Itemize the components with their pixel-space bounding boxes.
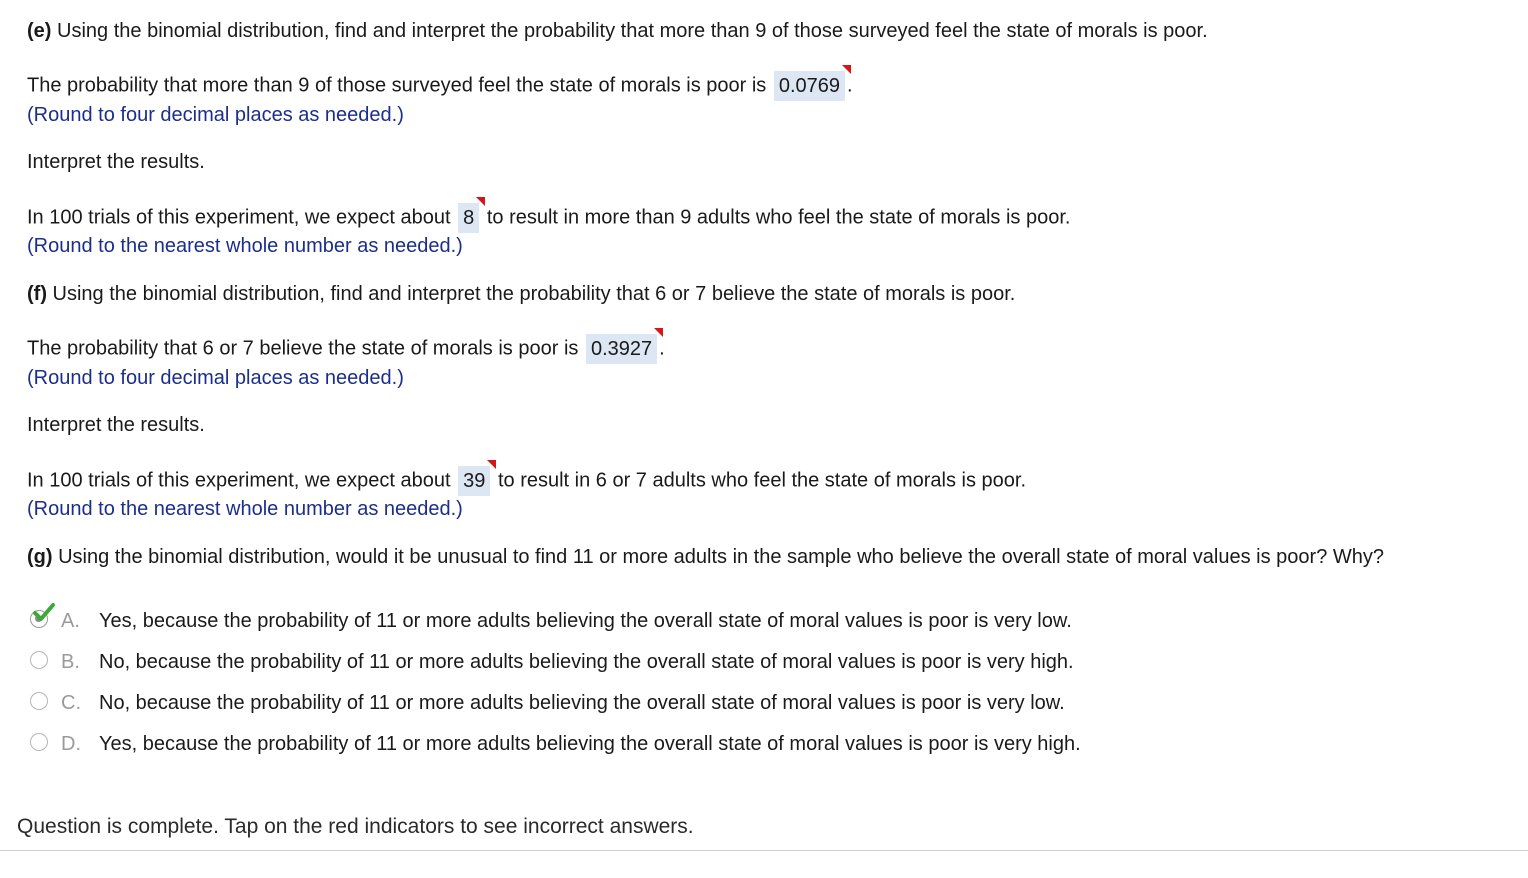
part-e-trials-answer-box[interactable]: [458, 203, 479, 233]
incorrect-indicator-icon[interactable]: [842, 65, 851, 74]
part-f-probability-line: [27, 334, 665, 364]
part-g-question-text: Using the binomial distribution, would it be unusual to find 11 or more adults in the sample who believe the overall state of moral values is poor? Why?: [58, 546, 1385, 568]
radio-button[interactable]: [30, 651, 48, 669]
part-e-trials-line: [27, 203, 1070, 233]
part-f-question-text: Using the binomial distribution, find and interpret the probability that 6 or 7 believe the state of morals is poor.: [52, 283, 1016, 305]
part-g-label: (g): [27, 546, 53, 568]
part-f-question: [27, 282, 1015, 306]
part-e-prob-suffix: .: [847, 74, 853, 97]
part-e-question: [27, 19, 1208, 43]
part-e-label: (e): [27, 20, 52, 42]
part-e-prob-answer-box[interactable]: [774, 71, 845, 101]
part-f-label: (f): [27, 283, 47, 305]
choice-text: No, because the probability of 11 or more adults believing the overall state of moral values is poor is very low.: [99, 692, 1065, 714]
incorrect-indicator-icon[interactable]: [476, 197, 485, 206]
part-e-prob-answer: 0.0769: [778, 75, 841, 97]
part-f-prob-answer-box[interactable]: [586, 334, 657, 364]
choice-text: Yes, because the probability of 11 or more adults believing the overall state of moral values is poor is very high.: [99, 733, 1081, 755]
choice-letter: D.: [61, 733, 81, 755]
part-e-question-text: Using the binomial distribution, find and interpret the probability that more than 9 of those surveyed feel the state of morals is poor.: [57, 20, 1208, 42]
part-e-prob-hint: (Round to four decimal places as needed.): [27, 104, 404, 126]
part-f-prob-hint: (Round to four decimal places as needed.): [27, 367, 404, 389]
completion-status: Question is complete. Tap on the red indicators to see incorrect answers.: [17, 815, 694, 838]
incorrect-indicator-icon[interactable]: [487, 460, 496, 469]
choice-text: Yes, because the probability of 11 or more adults believing the overall state of moral values is poor is very low.: [99, 610, 1072, 632]
part-f-trials-line: [27, 466, 1026, 496]
part-f-trials-prefix: In 100 trials of this experiment, we expect about: [27, 469, 451, 492]
part-e-trials-hint: (Round to the nearest whole number as needed.): [27, 235, 463, 257]
part-g-question: [27, 545, 1384, 569]
radio-button[interactable]: [30, 733, 48, 751]
part-e-probability-line: [27, 71, 853, 101]
correct-checkmark-icon: [32, 602, 56, 622]
part-f-prob-suffix: .: [659, 337, 665, 360]
part-e-trials-suffix: to result in more than 9 adults who feel the state of morals is poor.: [486, 206, 1071, 229]
part-f-trials-answer-box[interactable]: [458, 466, 490, 496]
part-f-prob-prefix: The probability that 6 or 7 believe the state of morals is poor is: [27, 337, 579, 360]
choice-letter: C.: [61, 692, 81, 714]
radio-button[interactable]: [30, 692, 48, 710]
part-e-prob-prefix: The probability that more than 9 of those surveyed feel the state of morals is poor is: [27, 74, 767, 97]
part-f-prob-answer: 0.3927: [590, 338, 653, 360]
choice-text: No, because the probability of 11 or more adults believing the overall state of moral values is poor is very high.: [99, 651, 1074, 673]
choice-letter: A.: [61, 610, 80, 632]
part-f-trials-suffix: to result in 6 or 7 adults who feel the state of morals is poor.: [497, 469, 1027, 492]
incorrect-indicator-icon[interactable]: [654, 328, 663, 337]
part-e-trials-answer: 8: [463, 207, 475, 229]
part-f-interpret-label: Interpret the results.: [27, 414, 205, 436]
footer-divider: [0, 850, 1528, 851]
part-f-trials-hint: (Round to the nearest whole number as needed.): [27, 498, 463, 520]
part-e-trials-prefix: In 100 trials of this experiment, we expect about: [27, 206, 451, 229]
part-f-trials-answer: 39: [463, 470, 486, 492]
choice-letter: B.: [61, 651, 80, 673]
part-e-interpret-label: Interpret the results.: [27, 151, 205, 173]
